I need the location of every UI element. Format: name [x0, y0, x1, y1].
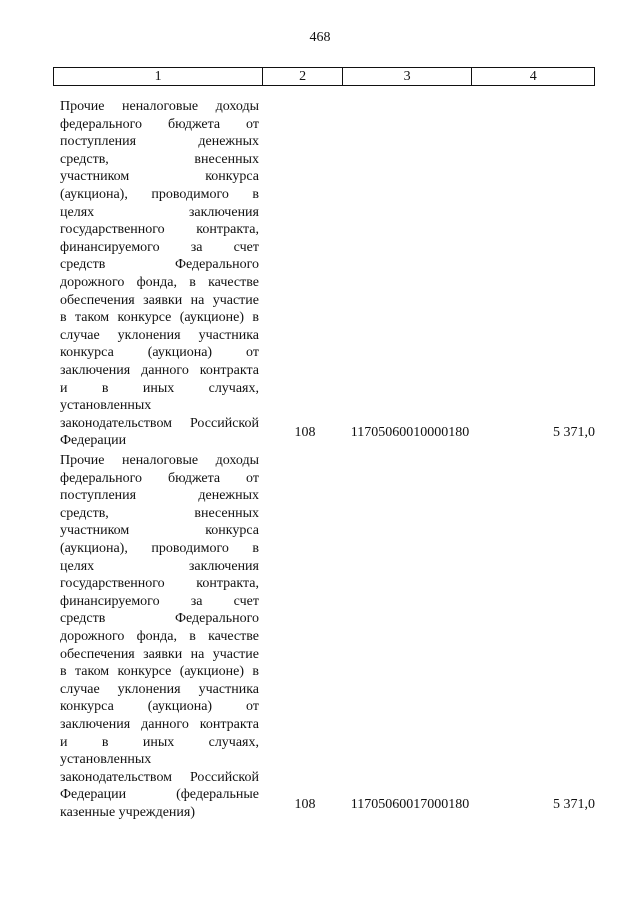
description-line: конкурса (аукциона) от	[60, 699, 259, 715]
description-line: государственного контракта,	[60, 222, 259, 238]
description-line: участником конкурса	[60, 169, 259, 185]
description-line: средств Федерального	[60, 611, 259, 627]
description-line: Прочие неналоговые доходы	[60, 453, 259, 468]
description-line: обеспечения заявки на участие	[60, 292, 259, 308]
description-line: законодательством Российской	[60, 769, 259, 785]
description-line: федерального бюджета от	[60, 116, 259, 132]
description-line: случае уклонения участника	[60, 681, 259, 697]
header-col-4: 4	[529, 68, 537, 84]
description-line: в таком конкурсе (аукционе) в	[60, 664, 259, 680]
description-line: обеспечения заявки на участие	[60, 646, 259, 662]
description-line: средств, внесенных	[60, 505, 259, 521]
description-line: (аукциона), проводимого в	[60, 540, 259, 556]
description-line: Федерации (федеральные	[60, 787, 259, 803]
row-code: 108	[294, 425, 316, 440]
description-line: поступления денежных	[60, 134, 259, 150]
description-line: (аукциона), проводимого в	[60, 186, 259, 202]
row-amount: 5 371,0	[553, 425, 595, 440]
table-header-row	[53, 67, 595, 86]
description-line: финансируемого за счет	[60, 239, 259, 255]
description-line: участником конкурса	[60, 523, 259, 539]
description-line: финансируемого за счет	[60, 593, 259, 609]
description-line: Федерации	[60, 433, 127, 449]
description-line: конкурса (аукциона) от	[60, 345, 259, 361]
description-line: государственного контракта,	[60, 576, 259, 592]
description-line: дорожного фонда, в качестве	[60, 628, 259, 644]
description-line: и в иных случаях,	[60, 380, 259, 396]
row-amount: 5 371,0	[553, 797, 595, 812]
row-code: 108	[294, 797, 316, 812]
description-line: установленных	[60, 398, 152, 414]
description-line: средств Федерального	[60, 257, 259, 273]
description-line: целях заключения	[60, 558, 259, 574]
description-line: установленных	[60, 752, 152, 768]
page-number: 468	[309, 30, 331, 45]
description-line: Прочие неналоговые доходы	[60, 99, 259, 114]
description-line: поступления денежных	[60, 488, 259, 504]
header-col-1: 1	[54, 68, 263, 85]
description-line: федерального бюджета от	[60, 470, 259, 486]
description-line: законодательством Российской	[60, 415, 259, 431]
description-line: целях заключения	[60, 204, 259, 220]
row-description	[60, 452, 259, 821]
header-col-3: 3	[343, 68, 473, 85]
header-col-2: 2	[263, 68, 343, 85]
description-line: в таком конкурсе (аукционе) в	[60, 310, 259, 326]
description-line: случае уклонения участника	[60, 327, 259, 343]
row-kbk: 11705060010000180	[350, 425, 470, 440]
row-kbk: 11705060017000180	[350, 797, 470, 812]
description-line: заключения данного контракта	[60, 362, 259, 378]
row-description	[60, 98, 259, 450]
description-line: и в иных случаях,	[60, 734, 259, 750]
description-line: заключения данного контракта	[60, 716, 259, 732]
description-line: средств, внесенных	[60, 151, 259, 167]
description-line: дорожного фонда, в качестве	[60, 274, 259, 290]
description-line: казенные учреждения)	[60, 804, 196, 820]
